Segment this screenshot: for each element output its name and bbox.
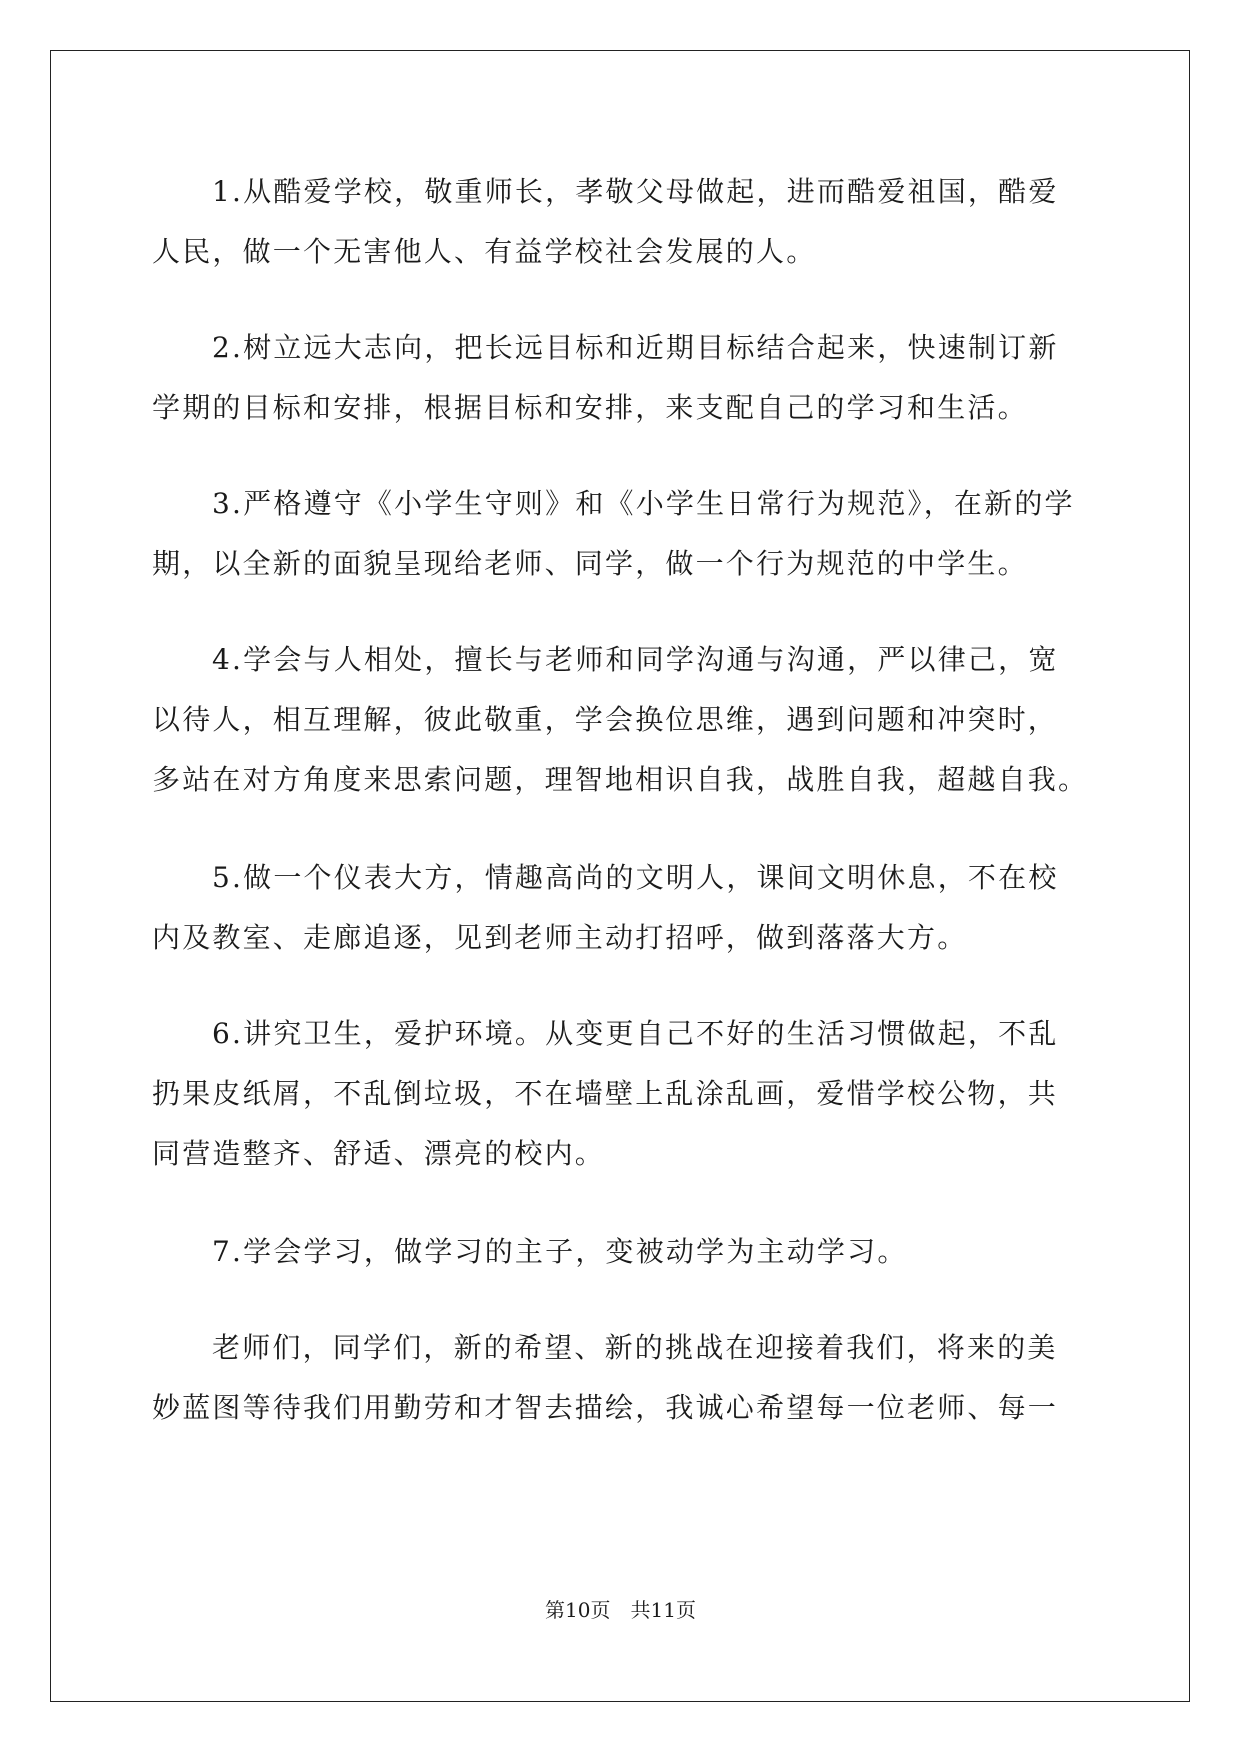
- paragraph-7-line-1: 7.学会学习，做学习的主子，变被动学为主动学习。: [212, 1235, 908, 1268]
- paragraph-4-line-1: 4.学会与人相处，擅长与老师和同学沟通与沟通，严以律己，宽: [212, 643, 1059, 676]
- paragraph-5-line-1: 5.做一个仪表大方，情趣高尚的文明人，课间文明休息，不在校: [212, 861, 1059, 894]
- paragraph-6-line-3: 同营造整齐、舒适、漂亮的校内。: [152, 1137, 606, 1170]
- paragraph-3-line-2: 期，以全新的面貌呈现给老师、同学，做一个行为规范的中学生。: [152, 547, 1028, 580]
- paragraph-8-line-1: 老师们，同学们，新的希望、新的挑战在迎接着我们，将来的美: [212, 1331, 1058, 1364]
- paragraph-2-line-2: 学期的目标和安排，根据目标和安排，来支配自己的学习和生活。: [152, 391, 1028, 424]
- page-number-footer: 第10页 共11页: [545, 1598, 696, 1622]
- paragraph-4-line-3: 多站在对方角度来思索问题，理智地相识自我，战胜自我，超越自我。: [152, 763, 1089, 796]
- paragraph-6-line-2: 扔果皮纸屑，不乱倒垃圾，不在墙壁上乱涂乱画，爱惜学校公物，共: [152, 1077, 1059, 1110]
- paragraph-3-line-1: 3.严格遵守《小学生守则》和《小学生日常行为规范》，在新的学: [212, 487, 1075, 520]
- paragraph-2-line-1: 2.树立远大志向，把长远目标和近期目标结合起来，快速制订新: [212, 331, 1059, 364]
- paragraph-8-line-2: 妙蓝图等待我们用勤劳和才智去描绘，我诚心希望每一位老师、每一: [152, 1391, 1059, 1424]
- paragraph-5-line-2: 内及教室、走廊追逐，见到老师主动打招呼，做到落落大方。: [152, 921, 968, 954]
- paragraph-6-line-1: 6.讲究卫生，爱护环境。从变更自己不好的生活习惯做起，不乱: [212, 1017, 1059, 1050]
- paragraph-1-line-2: 人民，做一个无害他人、有益学校社会发展的人。: [152, 235, 817, 268]
- paragraph-4-line-2: 以待人，相互理解，彼此敬重，学会换位思维，遇到问题和冲突时，: [152, 703, 1059, 736]
- paragraph-1-line-1: 1.从酷爱学校，敬重师长，孝敬父母做起，进而酷爱祖国，酷爱: [212, 175, 1059, 208]
